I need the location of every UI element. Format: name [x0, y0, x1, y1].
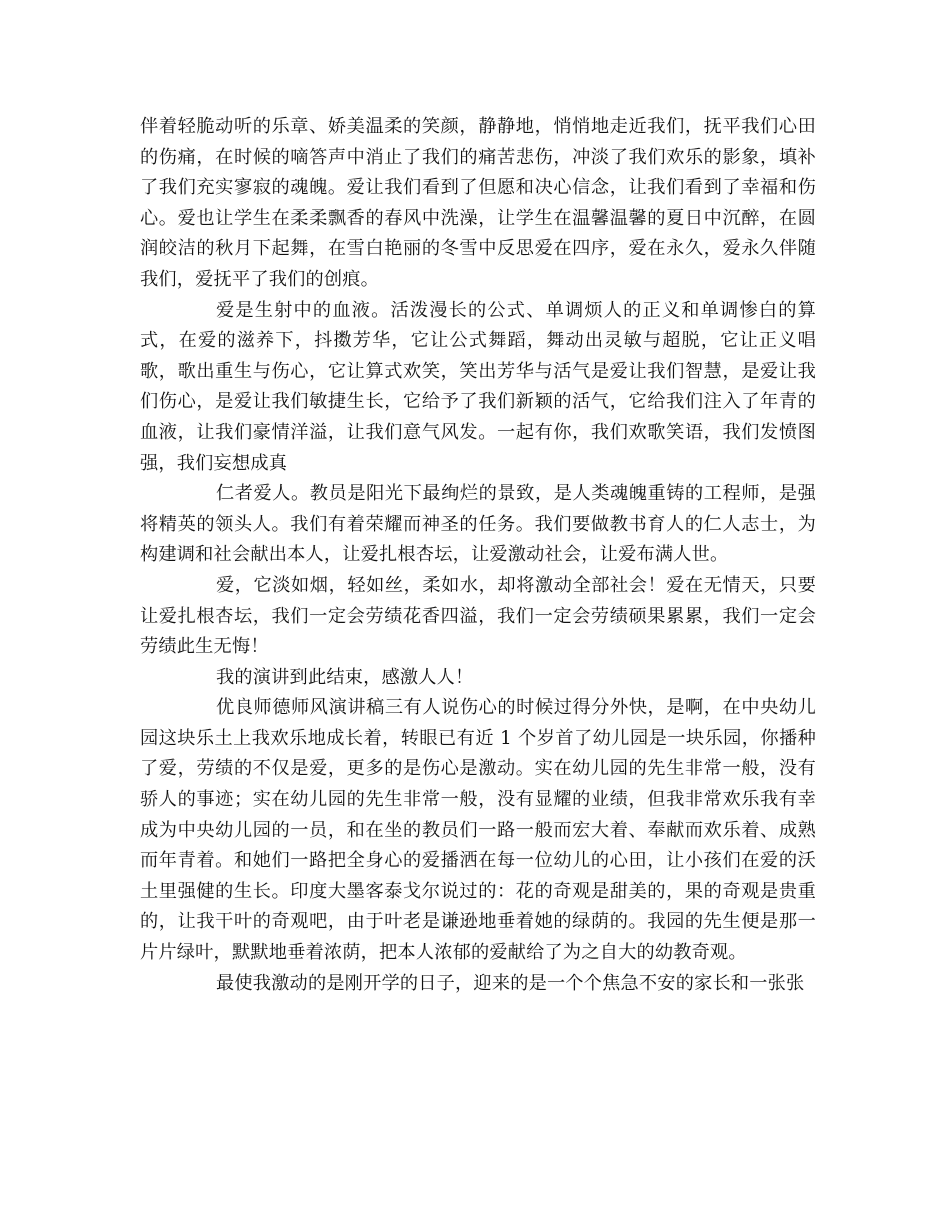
paragraph-3: 仁者爱人。教员是阳光下最绚烂的景致，是人类魂魄重铸的工程师，是强将精英的领头人。我们有着荣耀而神圣的任务。我们要做教书育人的仁人志士，为构建调和社会献出本人，让爱扎根杏坛，让爱激动社会，让爱布满人世。 [140, 483, 816, 566]
paragraph-2: 爱是生射中的血液。活泼漫长的公式、单调烦人的正义和单调惨白的算式，在爱的滋养下，抖擞芳华，它让公式舞蹈，舞动出灵敏与超脱，它让正义唱歌，歌出重生与伤心，它让算式欢笑，笑出芳华与活气是爱让我们智慧，是爱让我们伤心，是爱让我们敏捷生长，它给予了我们新颖的活气，它给我们注入了年青的血液，让我们豪情洋溢，让我们意气风发。一起有你，我们欢歌笑语，我们发愤图强，我们妄想成真 [140, 299, 816, 474]
paragraph-7: 最使我激动的是刚开学的日子，迎来的是一个个焦急不安的家长和一张张 [216, 972, 805, 994]
paragraph-4: 爱，它淡如烟，轻如丝，柔如水，却将激动全部社会！爱在无情天，只要让爱扎根杏坛，我们一定会劳绩花香四溢，我们一定会劳绩硕果累累，我们一定会劳绩此生无悔！ [140, 574, 816, 658]
paragraph-5: 我的演讲到此结束，感激人人！ [216, 666, 474, 688]
document-body [140, 112, 816, 999]
paragraph-1: 伴着轻脆动听的乐章、娇美温柔的笑颜，静静地，悄悄地走近我们，抚平我们心田的伤痛，在时候的嘀答声中消止了我们的痛苦悲伤，冲淡了我们欢乐的影象，填补了我们充实寥寂的魂魄。爱让我们看到了但愿和决心信念，让我们看到了幸福和伤心。爱也让学生在柔柔飘香的春风中洗澡，让学生在温馨温馨的夏日中沉醉，在圆润皎洁的秋月下起舞，在雪白艳丽的冬雪中反思爱在四序，爱在永久，爱永久伴随我们，爱抚平了我们的创痕。 [140, 116, 816, 290]
paragraph-6: 优良师德师风演讲稿三有人说伤心的时候过得分外快，是啊，在中央幼儿园这块乐土上我欢乐地成长着，转眼已有近 1 个岁首了幼儿园是一块乐园，你播种了爱，劳绩的不仅是爱，更多的是伤心是激动。实在幼儿园的先生非常一般，没有骄人的事迹；实在幼儿园的先生非常一般，没有显耀的业绩，但我非常欢乐我有幸成为中央幼儿园的一员，和在坐的教员们一路一般而宏大着、奉献而欢乐着、成熟而年青着。和她们一路把全身心的爱播洒在每一位幼儿的心田，让小孩们在爱的沃土里强健的生长。印度大墨客泰戈尔说过的：花的奇观是甜美的，果的奇观是贵重的，让我干叶的奇观吧，由于叶老是谦逊地垂着她的绿荫的。我园的先生便是那一片片绿叶，默默地垂着浓荫，把本人浓郁的爱献给了为之自大的幼教奇观。 [140, 697, 816, 964]
